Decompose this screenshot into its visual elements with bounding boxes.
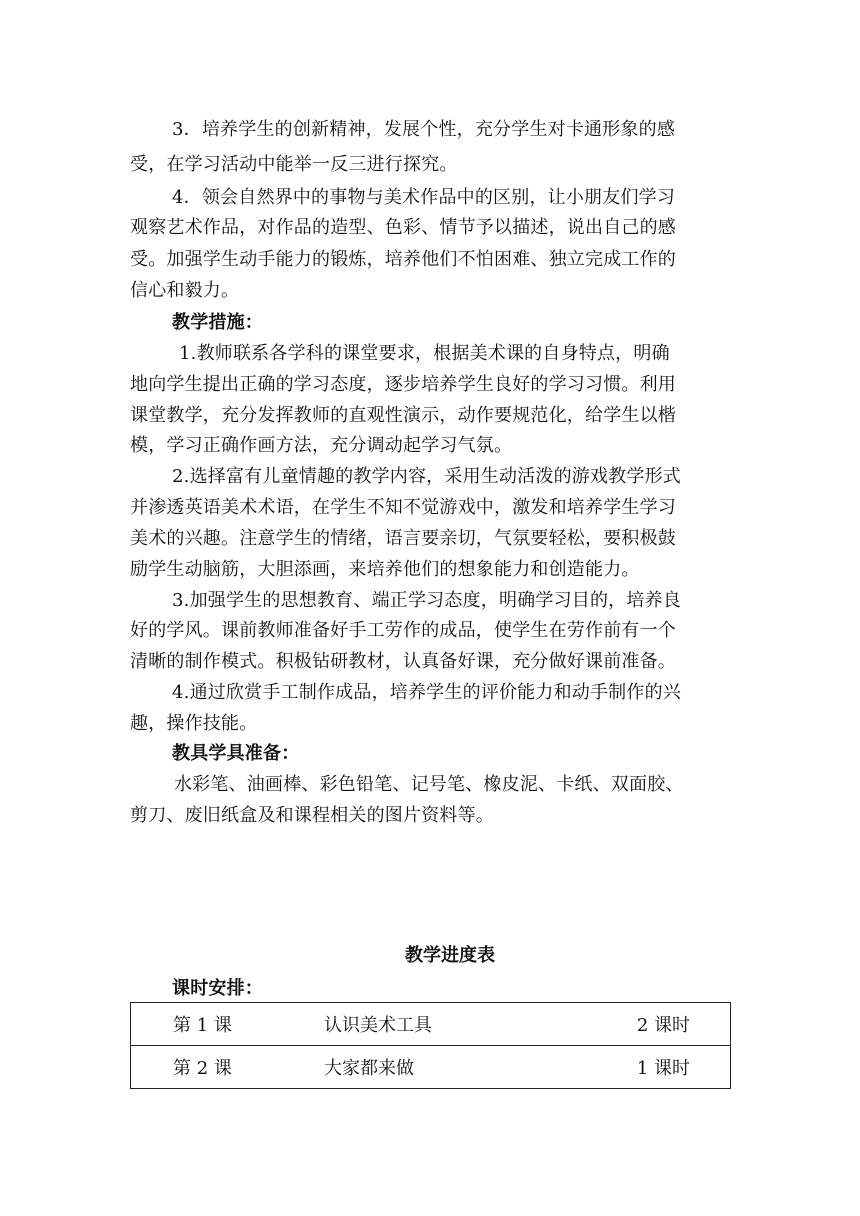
schedule-heading: 课时安排：: [172, 978, 263, 999]
measure-3-line-3: 清晰的制作模式。积极钻研教材，认真备好课，充分做好课前准备。: [130, 651, 676, 672]
objective-4-line-1: 4．领会自然界中的事物与美术作品中的区别，让小朋友们学习: [172, 187, 676, 208]
measure-4-line-1: 4.通过欣赏手工制作成品，培养学生的评价能力和动手制作的兴: [172, 682, 681, 703]
objective-3-line-2: 受，在学习活动中能举一反三进行探究。: [130, 154, 458, 175]
objective-4-line-4: 信心和毅力。: [130, 280, 240, 301]
measure-4-line-2: 趣，操作技能。: [130, 713, 258, 734]
lesson-topic: 大家都来做: [324, 1046, 604, 1089]
measure-2-line-4: 励学生动脑筋，大胆添画，来培养他们的想象能力和创造能力。: [130, 559, 640, 580]
measure-2-line-3: 美术的兴趣。注意学生的情绪，语言要亲切，气氛要轻松，要积极鼓: [130, 528, 676, 549]
measure-1-line-2: 地向学生提出正确的学习态度，逐步培养学生良好的学习习惯。利用: [130, 374, 676, 395]
materials-line-2: 剪刀、废旧纸盒及和课程相关的图片资料等。: [130, 805, 494, 826]
table-row: [131, 1003, 731, 1046]
lesson-number: 第 2 课: [131, 1046, 325, 1089]
schedule-title: 教学进度表: [405, 945, 495, 966]
lesson-topic: 认识美术工具: [324, 1003, 604, 1046]
lesson-hours: 2 课时: [604, 1003, 731, 1046]
measure-3-line-1: 3.加强学生的思想教育、端正学习态度，明确学习目的，培养良: [172, 590, 681, 611]
objective-4-line-3: 受。加强学生动手能力的锻炼，培养他们不怕困难、独立完成工作的: [130, 249, 676, 270]
measures-heading: 教学措施：: [172, 312, 263, 333]
schedule-table: [130, 1002, 731, 1089]
materials-line-1: 水彩笔、油画棒、彩色铅笔、记号笔、橡皮泥、卡纸、双面胶、: [174, 774, 684, 795]
measure-2-line-1: 2.选择富有儿童情趣的教学内容，采用生动活泼的游戏教学形式: [172, 466, 681, 487]
objective-3-line-1: 3．培养学生的创新精神，发展个性，充分学生对卡通形象的感: [172, 119, 676, 140]
measure-1-line-1: 1.教师联系各学科的课堂要求，根据美术课的自身特点，明确: [179, 343, 670, 364]
measure-2-line-2: 并渗透英语美术术语，在学生不知不觉游戏中，激发和培养学生学习: [130, 497, 676, 518]
lesson-hours: 1 课时: [604, 1046, 731, 1089]
materials-heading: 教具学具准备：: [172, 743, 300, 764]
measure-1-line-4: 模，学习正确作画方法，充分调动起学习气氛。: [130, 435, 513, 456]
lesson-number: 第 1 课: [131, 1003, 325, 1046]
measure-1-line-3: 课堂教学，充分发挥教师的直观性演示，动作要规范化，给学生以楷: [130, 405, 676, 426]
measure-3-line-2: 好的学风。课前教师准备好手工劳作的成品，使学生在劳作前有一个: [130, 620, 676, 641]
table-row: [131, 1046, 731, 1089]
objective-4-line-2: 观察艺术作品，对作品的造型、色彩、情节予以描述，说出自己的感: [130, 217, 676, 238]
